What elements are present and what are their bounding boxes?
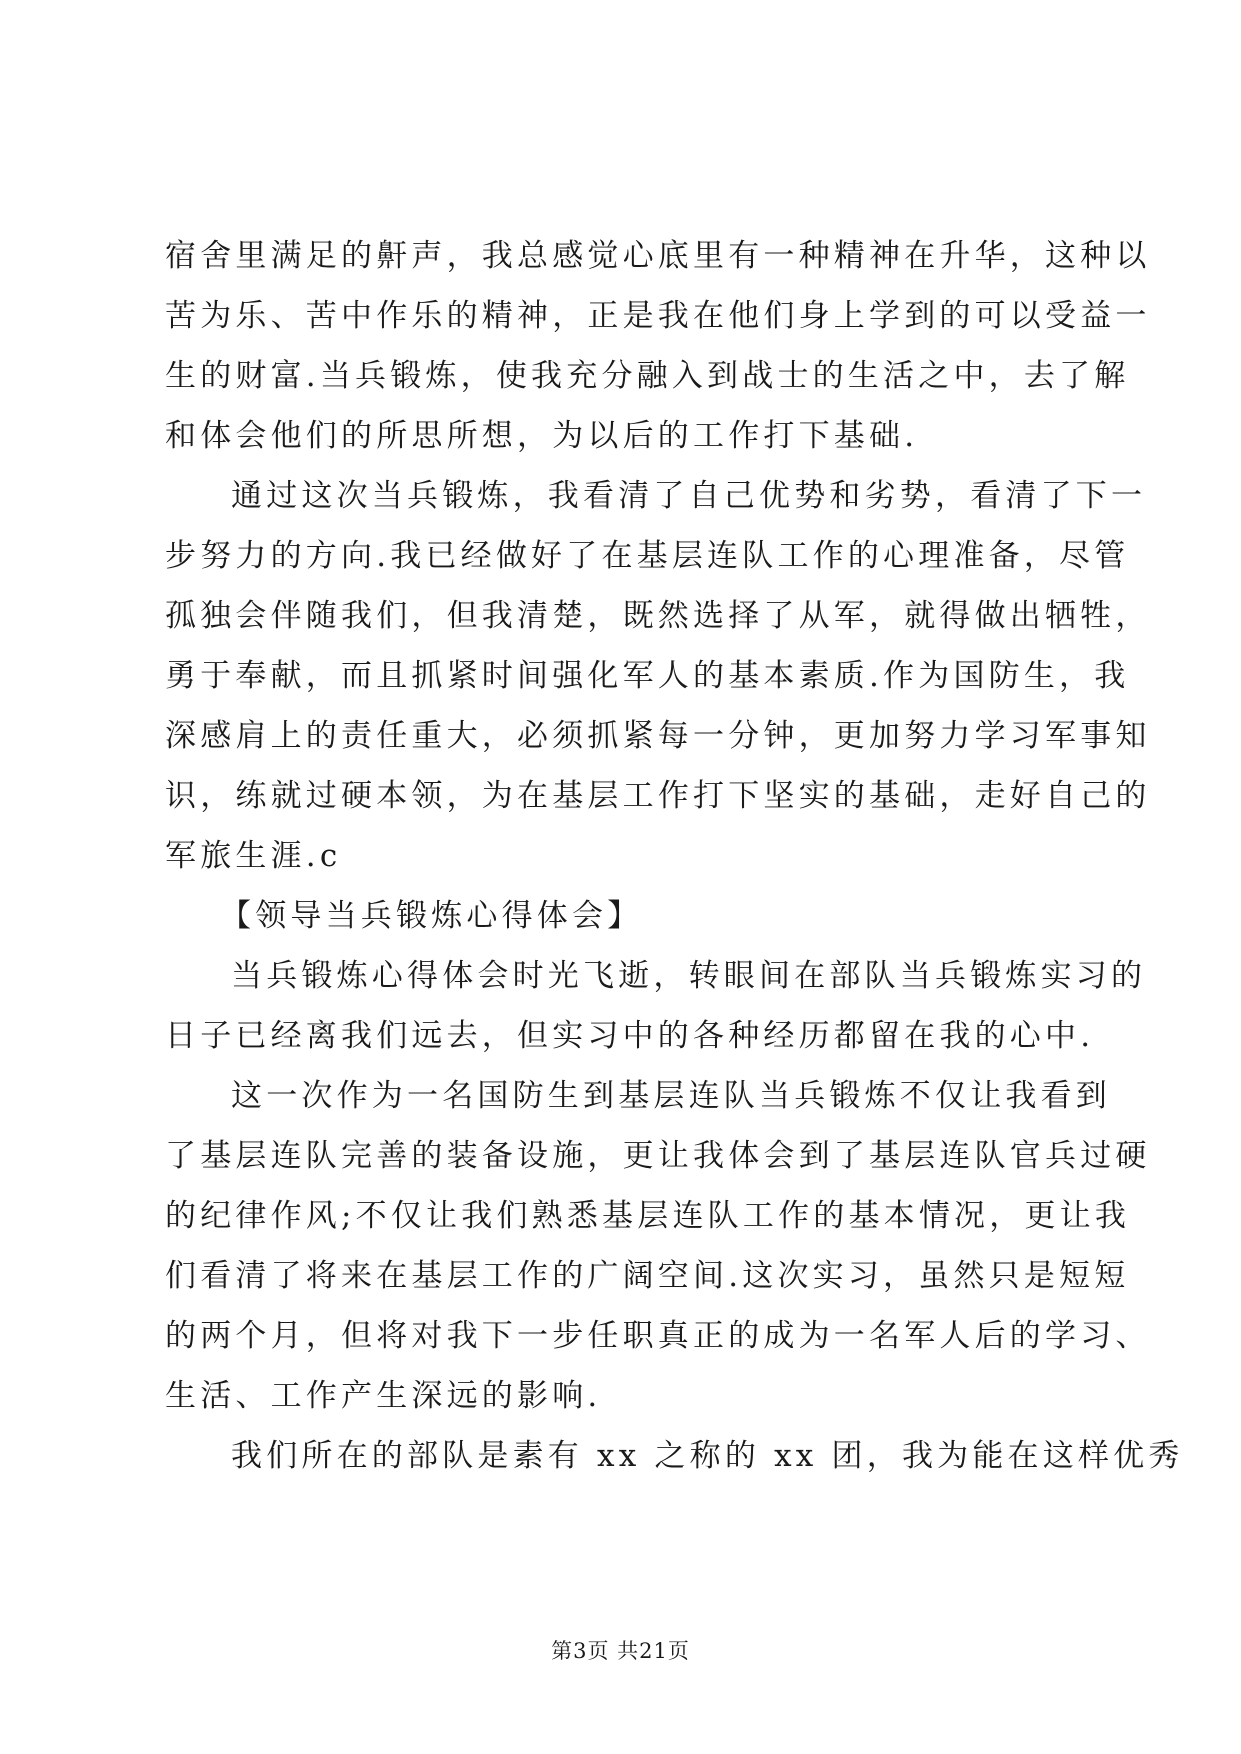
text-line: 的纪律作风;不仅让我们熟悉基层连队工作的基本情况，更让我 [165, 1198, 1131, 1234]
text-line: 我们所在的部队是素有 xx 之称的 xx 团，我为能在这样优秀 [231, 1438, 1184, 1474]
text-line: 生的财富.当兵锻炼，使我充分融入到战士的生活之中，去了解 [165, 358, 1130, 394]
text-line: 当兵锻炼心得体会时光飞逝，转眼间在部队当兵锻炼实习的 [231, 958, 1147, 994]
text-line: 日子已经离我们远去，但实习中的各种经历都留在我的心中. [165, 1018, 1095, 1054]
section-heading: 【领导当兵锻炼心得体会】 [220, 898, 643, 934]
page-number: 第3页 共21页 [551, 1639, 690, 1663]
text-line: 识，练就过硬本领，为在基层工作打下坚实的基础，走好自己的 [165, 778, 1151, 814]
text-line: 宿舍里满足的鼾声，我总感觉心底里有一种精神在升华，这种以 [165, 238, 1151, 274]
text-line: 深感肩上的责任重大，必须抓紧每一分钟，更加努力学习军事知 [165, 718, 1151, 754]
text-line: 和体会他们的所思所想，为以后的工作打下基础. [165, 418, 919, 454]
text-line: 苦为乐、苦中作乐的精神，正是我在他们身上学到的可以受益一 [165, 298, 1151, 334]
text-line: 孤独会伴随我们，但我清楚，既然选择了从军，就得做出牺牲， [165, 598, 1151, 634]
text-line: 生活、工作产生深远的影响. [165, 1378, 602, 1414]
text-line: 们看清了将来在基层工作的广阔空间.这次实习，虽然只是短短 [165, 1258, 1130, 1294]
text-line: 的两个月，但将对我下一步任职真正的成为一名军人后的学习、 [165, 1318, 1151, 1354]
text-line: 步努力的方向.我已经做好了在基层连队工作的心理准备，尽管 [165, 538, 1130, 574]
text-line: 军旅生涯.c [165, 838, 342, 874]
text-line: 通过这次当兵锻炼，我看清了自己优势和劣势，看清了下一 [231, 478, 1147, 514]
text-line: 了基层连队完善的装备设施，更让我体会到了基层连队官兵过硬 [165, 1138, 1151, 1174]
text-line: 这一次作为一名国防生到基层连队当兵锻炼不仅让我看到 [231, 1078, 1111, 1114]
text-line: 勇于奉献，而且抓紧时间强化军人的基本素质.作为国防生，我 [165, 658, 1130, 694]
